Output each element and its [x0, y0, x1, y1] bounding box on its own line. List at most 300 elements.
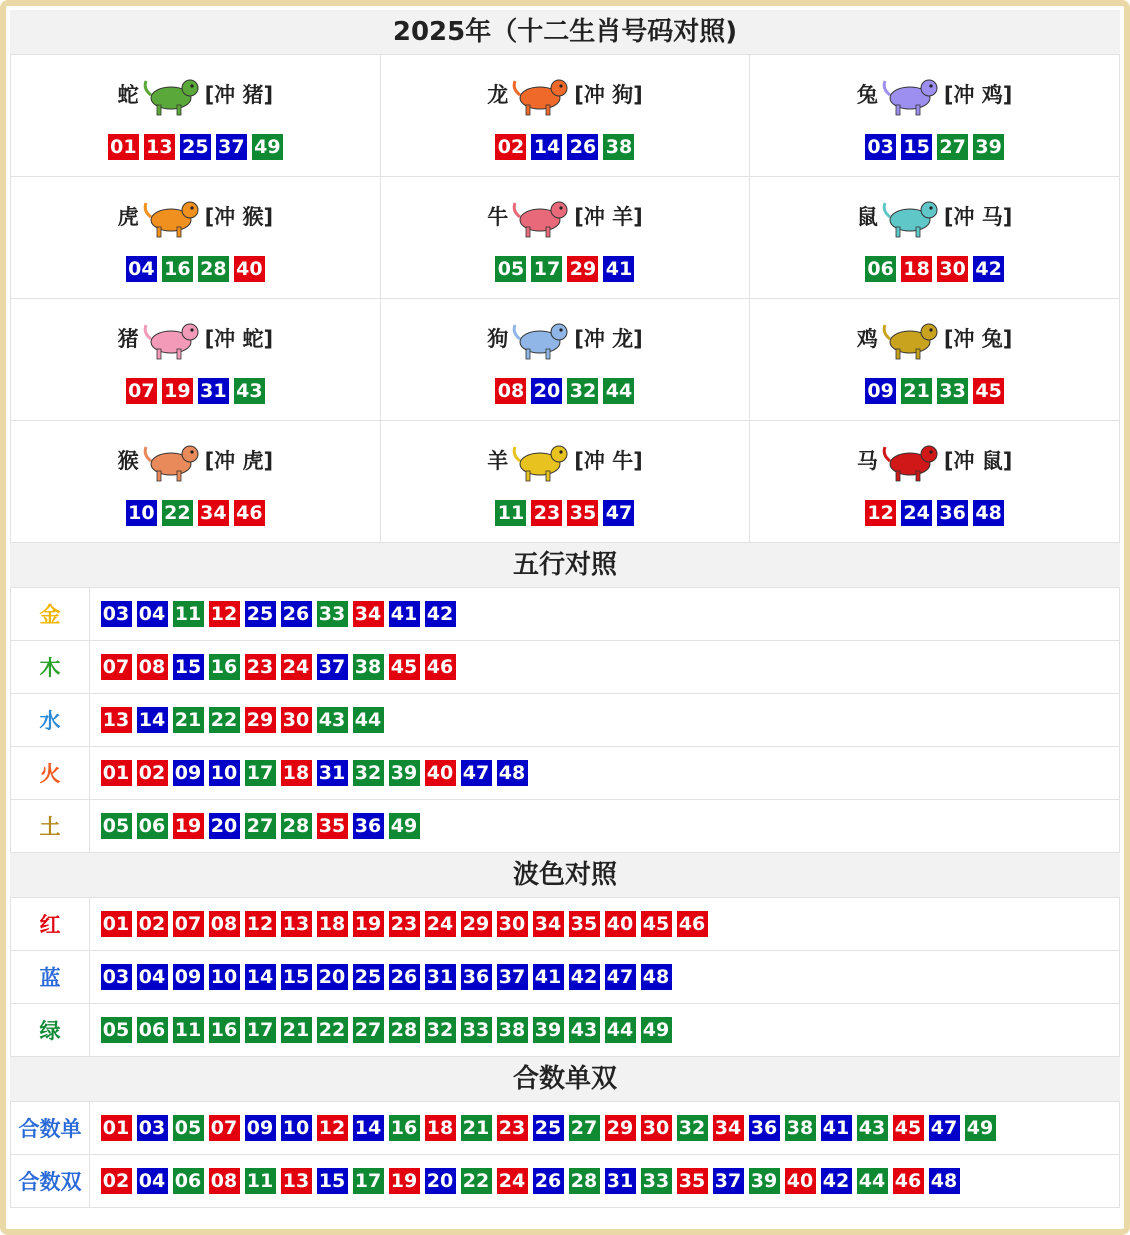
number-ball: 38 [497, 1017, 528, 1043]
number-ball: 43 [569, 1017, 600, 1043]
zodiac-header [750, 435, 1119, 485]
number-ball: 34 [353, 601, 384, 627]
number-ball: 12 [209, 601, 240, 627]
number-ball: 21 [173, 707, 204, 733]
number-ball: 28 [281, 813, 312, 839]
row-label: 红 [11, 898, 90, 950]
number-ball: 01 [101, 760, 132, 786]
number-ball: 17 [245, 760, 276, 786]
zodiac-numbers [381, 134, 750, 160]
number-ball: 42 [425, 601, 456, 627]
zodiac-numbers [750, 256, 1119, 282]
number-ball: 35 [677, 1168, 708, 1194]
number-ball: 16 [389, 1115, 420, 1141]
number-ball: 36 [461, 964, 492, 990]
number-ball: 13 [144, 134, 175, 160]
number-ball: 11 [173, 601, 204, 627]
zodiac-chong: [冲 鼠] [943, 449, 1013, 473]
zodiac-grid [10, 55, 1120, 543]
number-ball: 03 [865, 134, 896, 160]
number-ball: 19 [173, 813, 204, 839]
number-ball: 24 [497, 1168, 528, 1194]
zodiac-numbers [750, 378, 1119, 404]
zodiac-cell [11, 55, 381, 177]
content [10, 10, 1120, 1208]
zodiac-name: 猪 [117, 327, 139, 351]
number-ball: 20 [209, 813, 240, 839]
zodiac-numbers [381, 378, 750, 404]
table-row [10, 641, 1120, 694]
table-row [10, 1155, 1120, 1208]
rat-icon [880, 191, 942, 241]
number-ball: 42 [973, 256, 1004, 282]
number-ball: 37 [713, 1168, 744, 1194]
number-ball: 20 [317, 964, 348, 990]
number-ball: 08 [495, 378, 526, 404]
number-ball: 18 [425, 1115, 456, 1141]
number-ball: 48 [497, 760, 528, 786]
number-ball: 07 [209, 1115, 240, 1141]
number-ball: 29 [461, 911, 492, 937]
number-ball: 44 [603, 378, 634, 404]
number-ball: 15 [281, 964, 312, 990]
number-ball: 47 [461, 760, 492, 786]
number-ball: 32 [353, 760, 384, 786]
number-ball: 40 [425, 760, 456, 786]
number-ball: 15 [317, 1168, 348, 1194]
number-ball: 45 [389, 654, 420, 680]
number-ball: 03 [137, 1115, 168, 1141]
number-ball: 38 [353, 654, 384, 680]
row-numbers [90, 898, 1119, 950]
row-label: 合数双 [11, 1155, 90, 1207]
zodiac-chong: [冲 虎] [204, 449, 274, 473]
number-ball: 36 [937, 500, 968, 526]
number-ball: 13 [281, 1168, 312, 1194]
zodiac-name: 马 [856, 449, 878, 473]
number-ball: 39 [533, 1017, 564, 1043]
monkey-icon [141, 435, 203, 485]
number-ball: 39 [973, 134, 1004, 160]
number-ball: 06 [137, 813, 168, 839]
number-ball: 07 [126, 378, 157, 404]
horse-icon [880, 435, 942, 485]
number-ball: 44 [605, 1017, 636, 1043]
row-numbers [90, 1004, 1119, 1056]
number-ball: 01 [108, 134, 139, 160]
number-ball: 49 [252, 134, 283, 160]
number-ball: 36 [353, 813, 384, 839]
zodiac-cell [750, 177, 1120, 299]
number-ball: 05 [495, 256, 526, 282]
row-numbers [90, 694, 1119, 746]
number-ball: 30 [281, 707, 312, 733]
number-ball: 22 [317, 1017, 348, 1043]
number-ball: 10 [281, 1115, 312, 1141]
number-ball: 25 [245, 601, 276, 627]
number-ball: 18 [901, 256, 932, 282]
number-ball: 37 [317, 654, 348, 680]
row-numbers [90, 641, 1119, 693]
number-ball: 30 [641, 1115, 672, 1141]
number-ball: 09 [865, 378, 896, 404]
number-ball: 35 [567, 500, 598, 526]
zodiac-numbers [11, 378, 380, 404]
number-ball: 27 [353, 1017, 384, 1043]
page-title: 2025年（十二生肖号码对照) [10, 10, 1120, 55]
number-ball: 10 [126, 500, 157, 526]
number-ball: 08 [209, 1168, 240, 1194]
number-ball: 27 [937, 134, 968, 160]
number-ball: 46 [425, 654, 456, 680]
number-ball: 38 [785, 1115, 816, 1141]
number-ball: 10 [209, 964, 240, 990]
number-ball: 14 [353, 1115, 384, 1141]
number-ball: 25 [180, 134, 211, 160]
zodiac-numbers [381, 256, 750, 282]
number-ball: 22 [209, 707, 240, 733]
number-ball: 23 [389, 911, 420, 937]
zodiac-header [381, 69, 750, 119]
number-ball: 08 [137, 654, 168, 680]
number-ball: 33 [317, 601, 348, 627]
zodiac-name: 牛 [487, 205, 509, 229]
number-ball: 42 [821, 1168, 852, 1194]
number-ball: 12 [317, 1115, 348, 1141]
zodiac-cell [381, 299, 751, 421]
number-ball: 01 [101, 1115, 132, 1141]
number-ball: 34 [533, 911, 564, 937]
zodiac-name: 鸡 [856, 327, 878, 351]
number-ball: 47 [929, 1115, 960, 1141]
zodiac-numbers [11, 134, 380, 160]
table-row [10, 588, 1120, 641]
number-ball: 02 [137, 911, 168, 937]
number-ball: 11 [245, 1168, 276, 1194]
row-label: 绿 [11, 1004, 90, 1056]
number-ball: 43 [234, 378, 265, 404]
goat-icon [510, 435, 572, 485]
number-ball: 45 [893, 1115, 924, 1141]
zodiac-name: 鼠 [856, 205, 878, 229]
number-ball: 32 [425, 1017, 456, 1043]
number-ball: 39 [389, 760, 420, 786]
number-ball: 22 [461, 1168, 492, 1194]
zodiac-cell [381, 177, 751, 299]
zodiac-chong: [冲 牛] [574, 449, 643, 473]
row-numbers [90, 1102, 1119, 1154]
number-ball: 30 [937, 256, 968, 282]
number-ball: 09 [173, 760, 204, 786]
zodiac-header [750, 69, 1119, 119]
number-ball: 26 [281, 601, 312, 627]
zodiac-cell [381, 421, 751, 543]
number-ball: 41 [389, 601, 420, 627]
table-row [10, 951, 1120, 1004]
number-ball: 43 [317, 707, 348, 733]
snake-icon [141, 69, 203, 119]
number-ball: 21 [901, 378, 932, 404]
number-ball: 12 [865, 500, 896, 526]
heshu-title: 合数单双 [10, 1057, 1120, 1102]
ox-icon [510, 191, 572, 241]
number-ball: 02 [137, 760, 168, 786]
number-ball: 26 [567, 134, 598, 160]
table-row [10, 1102, 1120, 1155]
number-ball: 23 [497, 1115, 528, 1141]
number-ball: 41 [603, 256, 634, 282]
zodiac-chong: [冲 羊] [574, 205, 643, 229]
zodiac-name: 羊 [487, 449, 509, 473]
number-ball: 01 [101, 911, 132, 937]
number-ball: 31 [198, 378, 229, 404]
zodiac-name: 狗 [487, 327, 509, 351]
number-ball: 15 [901, 134, 932, 160]
number-ball: 23 [245, 654, 276, 680]
number-ball: 32 [567, 378, 598, 404]
number-ball: 12 [245, 911, 276, 937]
number-ball: 23 [531, 500, 562, 526]
table-row [10, 694, 1120, 747]
number-ball: 14 [137, 707, 168, 733]
number-ball: 28 [389, 1017, 420, 1043]
row-label: 水 [11, 694, 90, 746]
zodiac-name: 蛇 [117, 83, 139, 107]
zodiac-name: 兔 [856, 83, 878, 107]
row-numbers [90, 951, 1119, 1003]
zodiac-header [750, 191, 1119, 241]
row-numbers [90, 800, 1119, 852]
number-ball: 19 [162, 378, 193, 404]
dragon-icon [510, 69, 572, 119]
number-ball: 37 [216, 134, 247, 160]
number-ball: 46 [234, 500, 265, 526]
number-ball: 21 [461, 1115, 492, 1141]
zodiac-name: 猴 [117, 449, 139, 473]
number-ball: 45 [641, 911, 672, 937]
zodiac-header [11, 191, 380, 241]
zodiac-header [750, 313, 1119, 363]
number-ball: 37 [497, 964, 528, 990]
number-ball: 22 [162, 500, 193, 526]
number-ball: 35 [317, 813, 348, 839]
number-ball: 27 [569, 1115, 600, 1141]
number-ball: 49 [389, 813, 420, 839]
number-ball: 28 [569, 1168, 600, 1194]
number-ball: 19 [353, 911, 384, 937]
number-ball: 41 [821, 1115, 852, 1141]
number-ball: 31 [425, 964, 456, 990]
zodiac-chong: [冲 龙] [574, 327, 643, 351]
row-label: 金 [11, 588, 90, 640]
number-ball: 39 [749, 1168, 780, 1194]
number-ball: 31 [605, 1168, 636, 1194]
table-row [10, 1004, 1120, 1057]
number-ball: 16 [162, 256, 193, 282]
number-ball: 31 [317, 760, 348, 786]
number-ball: 26 [389, 964, 420, 990]
zodiac-chong: [冲 蛇] [204, 327, 274, 351]
number-ball: 04 [137, 601, 168, 627]
row-numbers [90, 1155, 1119, 1207]
number-ball: 40 [785, 1168, 816, 1194]
table-row [10, 747, 1120, 800]
row-label: 合数单 [11, 1102, 90, 1154]
number-ball: 05 [101, 813, 132, 839]
zodiac-numbers [11, 256, 380, 282]
number-ball: 04 [137, 1168, 168, 1194]
number-ball: 04 [137, 964, 168, 990]
wuxing-table [10, 588, 1120, 853]
row-numbers [90, 747, 1119, 799]
number-ball: 10 [209, 760, 240, 786]
zodiac-cell [381, 55, 751, 177]
zodiac-cell [750, 299, 1120, 421]
zodiac-cell [750, 421, 1120, 543]
number-ball: 06 [137, 1017, 168, 1043]
zodiac-numbers [11, 500, 380, 526]
number-ball: 16 [209, 1017, 240, 1043]
number-ball: 26 [533, 1168, 564, 1194]
wuxing-title: 五行对照 [10, 543, 1120, 588]
heshu-table [10, 1102, 1120, 1208]
zodiac-header [381, 191, 750, 241]
row-numbers [90, 588, 1119, 640]
number-ball: 18 [281, 760, 312, 786]
number-ball: 44 [857, 1168, 888, 1194]
number-ball: 16 [209, 654, 240, 680]
zodiac-header [11, 69, 380, 119]
number-ball: 24 [425, 911, 456, 937]
number-ball: 14 [245, 964, 276, 990]
number-ball: 43 [857, 1115, 888, 1141]
number-ball: 09 [173, 964, 204, 990]
number-ball: 17 [245, 1017, 276, 1043]
number-ball: 25 [353, 964, 384, 990]
number-ball: 33 [937, 378, 968, 404]
zodiac-header [11, 435, 380, 485]
zodiac-name: 龙 [487, 83, 509, 107]
zodiac-numbers [750, 500, 1119, 526]
zodiac-chong: [冲 猴] [204, 205, 274, 229]
number-ball: 24 [901, 500, 932, 526]
rooster-icon [880, 313, 942, 363]
zodiac-chong: [冲 兔] [943, 327, 1013, 351]
bose-table [10, 898, 1120, 1057]
number-ball: 30 [497, 911, 528, 937]
number-ball: 34 [713, 1115, 744, 1141]
rabbit-icon [880, 69, 942, 119]
bose-title: 波色对照 [10, 853, 1120, 898]
number-ball: 05 [101, 1017, 132, 1043]
number-ball: 46 [677, 911, 708, 937]
zodiac-header [11, 313, 380, 363]
number-ball: 49 [965, 1115, 996, 1141]
number-ball: 06 [173, 1168, 204, 1194]
number-ball: 02 [495, 134, 526, 160]
number-ball: 41 [533, 964, 564, 990]
number-ball: 28 [198, 256, 229, 282]
number-ball: 33 [641, 1168, 672, 1194]
number-ball: 05 [173, 1115, 204, 1141]
table-row [10, 898, 1120, 951]
number-ball: 35 [569, 911, 600, 937]
zodiac-name: 虎 [117, 205, 139, 229]
number-ball: 25 [533, 1115, 564, 1141]
number-ball: 13 [101, 707, 132, 733]
number-ball: 03 [101, 601, 132, 627]
zodiac-chong: [冲 猪] [204, 83, 274, 107]
number-ball: 04 [126, 256, 157, 282]
number-ball: 11 [495, 500, 526, 526]
number-ball: 33 [461, 1017, 492, 1043]
pig-icon [141, 313, 203, 363]
number-ball: 07 [173, 911, 204, 937]
number-ball: 14 [531, 134, 562, 160]
zodiac-numbers [381, 500, 750, 526]
number-ball: 29 [605, 1115, 636, 1141]
number-ball: 45 [973, 378, 1004, 404]
dog-icon [510, 313, 572, 363]
number-ball: 47 [605, 964, 636, 990]
zodiac-numbers [750, 134, 1119, 160]
number-ball: 40 [234, 256, 265, 282]
number-ball: 07 [101, 654, 132, 680]
number-ball: 17 [531, 256, 562, 282]
number-ball: 18 [317, 911, 348, 937]
zodiac-cell [11, 299, 381, 421]
zodiac-header [381, 435, 750, 485]
number-ball: 48 [973, 500, 1004, 526]
number-ball: 36 [749, 1115, 780, 1141]
tiger-icon [141, 191, 203, 241]
number-ball: 15 [173, 654, 204, 680]
number-ball: 32 [677, 1115, 708, 1141]
zodiac-cell [750, 55, 1120, 177]
number-ball: 29 [245, 707, 276, 733]
number-ball: 48 [929, 1168, 960, 1194]
number-ball: 46 [893, 1168, 924, 1194]
number-ball: 38 [603, 134, 634, 160]
zodiac-chong: [冲 狗] [574, 83, 643, 107]
number-ball: 20 [425, 1168, 456, 1194]
number-ball: 11 [173, 1017, 204, 1043]
table-row [10, 800, 1120, 853]
number-ball: 19 [389, 1168, 420, 1194]
number-ball: 42 [569, 964, 600, 990]
row-label: 木 [11, 641, 90, 693]
number-ball: 49 [641, 1017, 672, 1043]
number-ball: 44 [353, 707, 384, 733]
number-ball: 47 [603, 500, 634, 526]
row-label: 蓝 [11, 951, 90, 1003]
number-ball: 24 [281, 654, 312, 680]
zodiac-header [381, 313, 750, 363]
row-label: 土 [11, 800, 90, 852]
number-ball: 21 [281, 1017, 312, 1043]
number-ball: 20 [531, 378, 562, 404]
row-label: 火 [11, 747, 90, 799]
number-ball: 27 [245, 813, 276, 839]
number-ball: 40 [605, 911, 636, 937]
number-ball: 48 [641, 964, 672, 990]
number-ball: 06 [865, 256, 896, 282]
number-ball: 34 [198, 500, 229, 526]
number-ball: 17 [353, 1168, 384, 1194]
zodiac-chong: [冲 马] [943, 205, 1013, 229]
number-ball: 09 [245, 1115, 276, 1141]
number-ball: 29 [567, 256, 598, 282]
